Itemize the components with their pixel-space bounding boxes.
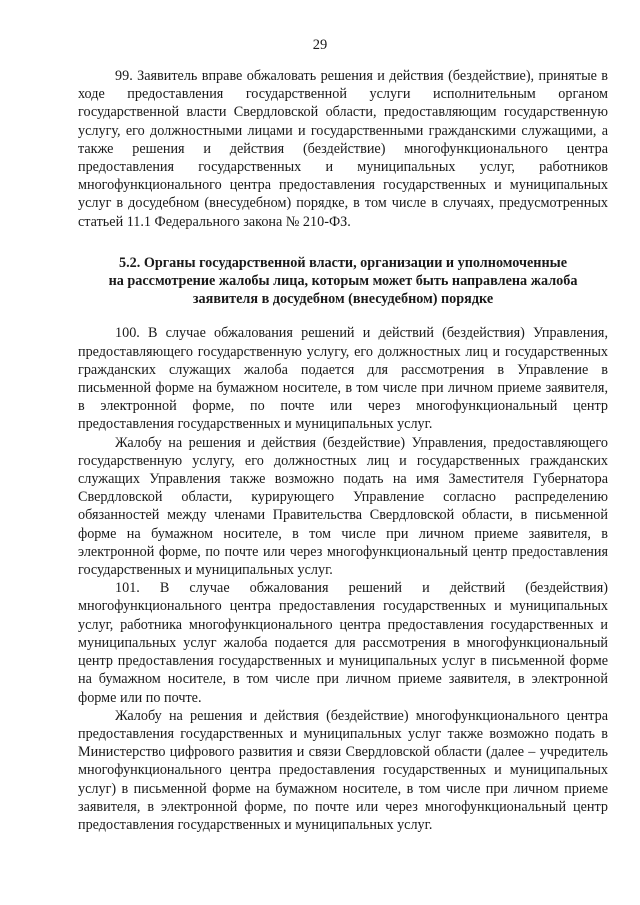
- section-heading-line-2: на рассмотрение жалобы лица, которым может быть направлена жалоба: [108, 273, 578, 290]
- paragraph-100-continued: Жалобу на решения и действия (бездействие) Управления, предоставляющего государственную услугу, его должностных лиц и государственных гражданских служащих Управления также возможно подать на имя Заместителя Губернатора Свердловской области, курирующего Управление согласно распределению обязанностей между членами Правительства Свердловской области, в письменной форме на бумажном носителе, в том числе при личном приеме заявителя, в электронной форме, по почте или через многофункциональный центр предоставления государственных и муниципальных услуг.: [78, 434, 608, 579]
- paragraph-101-continued: Жалобу на решения и действия (бездействие) многофункционального центра предоставления государственных и муниципальных услуг также возможно подать в Министерство цифрового развития и связи Свердловской области (далее – учредитель многофункционального центра предоставления государственных и муниципальных услуг) в письменной форме на бумажном носителе, в том числе при личном приеме заявителя, в электронной форме, по почте или через многофункциональный центр предоставления государственных и муниципальных услуг.: [78, 707, 608, 833]
- paragraph-100: 100. В случае обжалования решений и действий (бездействия) Управления, предоставляющего государственную услугу, его должностных лиц и государственных гражданских служащих жалоба подается для рассмотрения в Управление в письменной форме на бумажном носителе, в том числе при личном приеме заявителя, в электронной форме, по почте или через многофункциональный центр предоставления государственных и муниципальных услуг.: [78, 325, 608, 433]
- page-body: [78, 67, 608, 834]
- paragraph-101: 101. В случае обжалования решений и действий (бездействия) многофункционального центра предоставления государственных и муниципальных услуг, работника многофункционального центра предоставления государственных и муниципальных услуг жалоба подается для рассмотрения в многофункциональный центр предоставления государственных и муниципальных услуг в письменной форме на бумажном носителе, в том числе при личном приеме заявителя, в электронной форме или по почте.: [78, 580, 608, 706]
- section-heading-line-1: 5.2. Органы государственной власти, организации и уполномоченные: [118, 254, 567, 271]
- section-heading-line-3: заявителя в досудебном (внесудебном) порядке: [192, 291, 494, 308]
- section-heading: [78, 254, 608, 309]
- page-number: 29: [312, 37, 328, 53]
- paragraph-99: 99. Заявитель вправе обжаловать решения и действия (бездействие), принятые в ходе предоставления государственной услуги исполнительным органом государственной власти Свердловской области, предоставляющим государственную услугу, его должностными лицами и государственными гражданскими служащими, а также решения и действия (бездействие) многофункционального центра предоставления государственных и муниципальных услуг, работников многофункционального центра предоставления государственных и муниципальных услуг в досудебном (внесудебном) порядке, в том числе в случаях, предусмотренных статьей 11.1 Федерального закона № 210-ФЗ.: [78, 68, 608, 230]
